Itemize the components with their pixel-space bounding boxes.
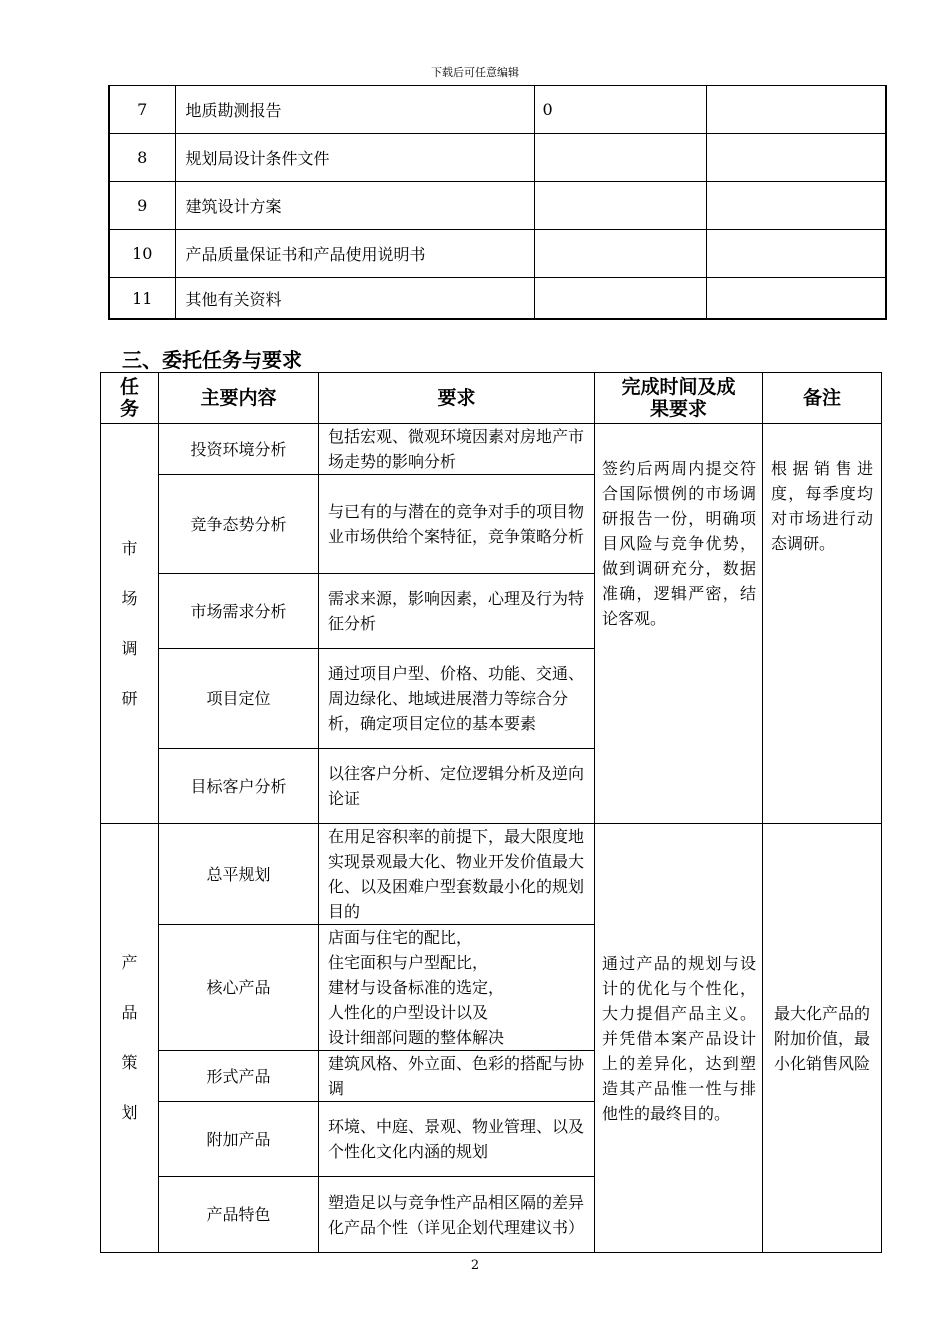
document-name: 产品质量保证书和产品使用说明书 xyxy=(175,230,534,278)
requirement-cell: 在用足容积率的前提下，最大限度地实现景观最大化、物业开发价值最大化、以及困难户型套数最小化的规划目的 xyxy=(319,824,595,925)
document-name: 建筑设计方案 xyxy=(175,182,534,230)
table-row xyxy=(101,424,882,475)
table-header-row xyxy=(101,373,882,424)
item-cell: 总平规划 xyxy=(159,824,319,925)
header-deadline: 完成时间及成 果要求 xyxy=(595,373,763,424)
row-number: 11 xyxy=(109,278,175,320)
item-cell: 投资环境分析 xyxy=(159,424,319,475)
section-heading: 三、委托任务与要求 xyxy=(122,348,302,372)
category-cell: 市 场 调 研 xyxy=(101,424,159,824)
deadline-cell: 签约后两周内提交符合国际惯例的市场调研报告一份，明确项目风险与竞争优势，做到调研充分，数据准确，逻辑严密，结论客观。 xyxy=(595,424,763,824)
item-cell: 市场需求分析 xyxy=(159,574,319,649)
document-count: 0 xyxy=(534,86,706,134)
document-list-table xyxy=(108,85,887,320)
row-number: 7 xyxy=(109,86,175,134)
table-row xyxy=(109,86,886,134)
requirement-cell: 环境、中庭、景观、物业管理、以及个性化文化内涵的规划 xyxy=(319,1102,595,1177)
document-note xyxy=(706,278,886,320)
table-row xyxy=(101,824,882,925)
document-count xyxy=(534,230,706,278)
table-row xyxy=(109,182,886,230)
item-cell: 竞争态势分析 xyxy=(159,475,319,574)
requirement-cell: 店面与住宅的配比， 住宅面积与户型配比， 建材与设备标准的选定， 人性化的户型设计以及 设计细部问题的整体解决 xyxy=(319,925,595,1051)
header-remark: 备注 xyxy=(763,373,882,424)
header-task: 任 务 xyxy=(101,373,159,424)
task-requirements-table xyxy=(100,372,882,1253)
table-row xyxy=(109,230,886,278)
requirement-cell: 塑造足以与竞争性产品相区隔的差异化产品个性（详见企划代理建议书） xyxy=(319,1177,595,1253)
row-number: 8 xyxy=(109,134,175,182)
item-cell: 产品特色 xyxy=(159,1177,319,1253)
document-note xyxy=(706,182,886,230)
header-requirement: 要求 xyxy=(319,373,595,424)
requirement-cell: 与已有的与潜在的竞争对手的项目物业市场供给个案特征，竞争策略分析 xyxy=(319,475,595,574)
row-number: 10 xyxy=(109,230,175,278)
document-count xyxy=(534,134,706,182)
document-name: 其他有关资料 xyxy=(175,278,534,320)
table-row xyxy=(109,278,886,320)
document-name: 规划局设计条件文件 xyxy=(175,134,534,182)
table-row xyxy=(109,134,886,182)
deadline-cell: 通过产品的规划与设计的优化与个性化，大力提倡产品主义。并凭借本案产品设计上的差异化，达到塑造其产品惟一性与排他性的最终目的。 xyxy=(595,824,763,1253)
requirement-cell: 需求来源，影响因素，心理及行为特征分析 xyxy=(319,574,595,649)
requirement-cell: 包括宏观、微观环境因素对房地产市场走势的影响分析 xyxy=(319,424,595,475)
item-cell: 目标客户分析 xyxy=(159,749,319,824)
remark-cell: 根据销售进度，每季度均对市场进行动态调研。 xyxy=(763,424,882,824)
page-number: 2 xyxy=(470,1258,480,1273)
item-cell: 附加产品 xyxy=(159,1102,319,1177)
document-note xyxy=(706,86,886,134)
document-name: 地质勘测报告 xyxy=(175,86,534,134)
requirement-cell: 通过项目户型、价格、功能、交通、周边绿化、地域进展潜力等综合分析，确定项目定位的基本要素 xyxy=(319,649,595,749)
item-cell: 形式产品 xyxy=(159,1051,319,1102)
header-note: 下载后可任意编辑 xyxy=(431,66,519,79)
document-count xyxy=(534,278,706,320)
category-cell: 产 品 策 划 xyxy=(101,824,159,1253)
row-number: 9 xyxy=(109,182,175,230)
remark-cell: 最大化产品的附加价值，最小化销售风险 xyxy=(763,824,882,1253)
requirement-cell: 建筑风格、外立面、色彩的搭配与协调 xyxy=(319,1051,595,1102)
document-count xyxy=(534,182,706,230)
item-cell: 核心产品 xyxy=(159,925,319,1051)
document-note xyxy=(706,230,886,278)
document-note xyxy=(706,134,886,182)
header-content: 主要内容 xyxy=(159,373,319,424)
requirement-cell: 以往客户分析、定位逻辑分析及逆向论证 xyxy=(319,749,595,824)
item-cell: 项目定位 xyxy=(159,649,319,749)
